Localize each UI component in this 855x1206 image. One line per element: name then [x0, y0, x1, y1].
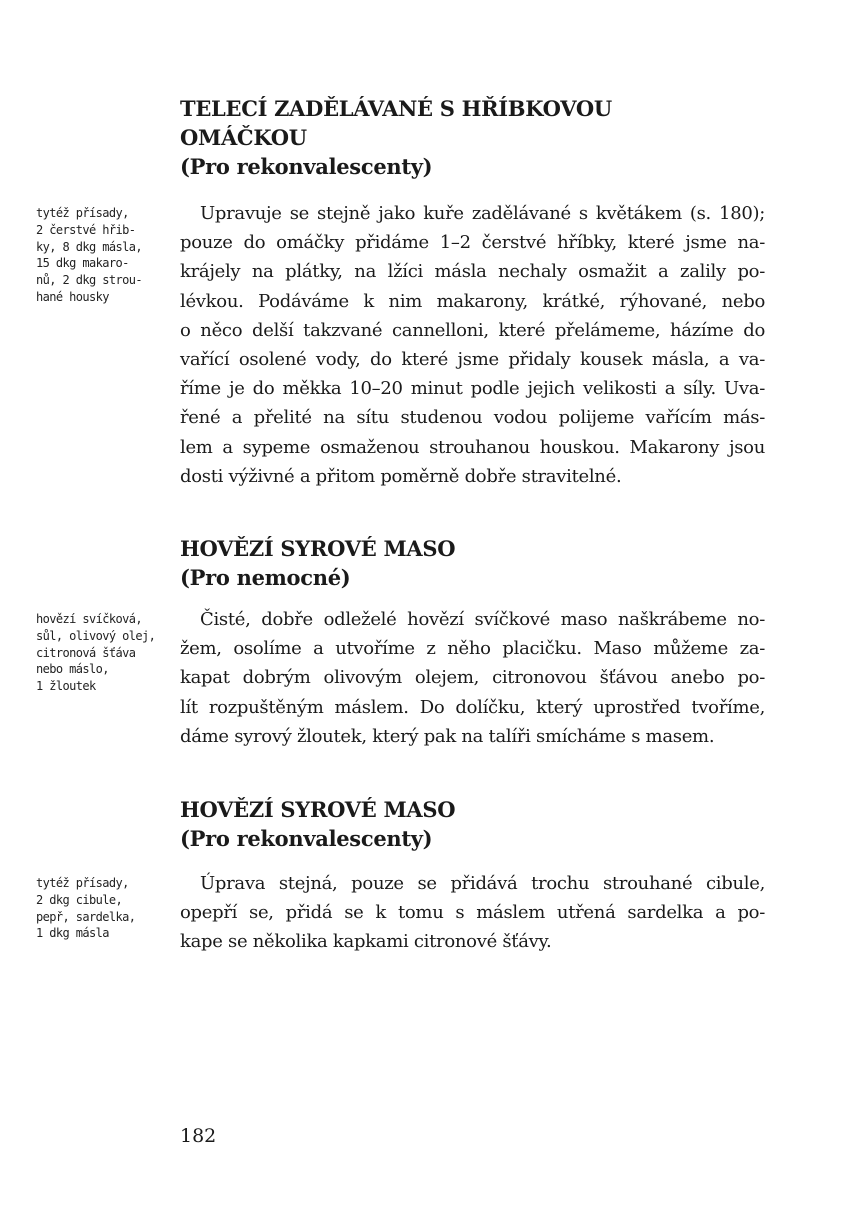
- ingredients-line: hovězí svíčková,: [36, 612, 142, 626]
- body-line: žem, osolíme a utvoříme z něho placičku. Maso můžeme za-: [180, 638, 765, 660]
- ingredients-line: nů, 2 dkg strou-: [36, 273, 142, 288]
- ingredients-line: tytéž přísady,: [36, 876, 129, 890]
- ingredients-line: 1 žloutek: [36, 679, 96, 694]
- recipe-title-line: HOVĚZÍ SYROVÉ MASO: [180, 797, 456, 822]
- body-line: kape se několika kapkami citronové šťávy.: [180, 931, 552, 953]
- ingredients-line: nebo máslo,: [36, 662, 109, 677]
- body-line: opepří se, přidá se k tomu s máslem utřená sardelka a po-: [180, 902, 765, 924]
- body-line: dosti výživné a přitom poměrně dobře stravitelné.: [180, 465, 622, 487]
- ingredients-line: hané housky: [36, 289, 109, 304]
- body-line: lem a sypeme osmaženou strouhanou houskou. Makarony jsou: [180, 436, 765, 458]
- recipe-title: [180, 795, 780, 853]
- ingredients-line: 1 dkg másla: [36, 926, 109, 941]
- ingredients-line: pepř, sardelka,: [36, 909, 136, 924]
- recipe-subtitle: (Pro rekonvalescenty): [180, 154, 433, 179]
- body-line: o něco delší takzvané cannelloni, které přelámeme, házíme do: [180, 319, 765, 341]
- body-line: Čisté, dobře odleželé hovězí svíčkové maso naškrábeme no-: [200, 609, 765, 630]
- page-number: 182: [180, 1125, 217, 1147]
- recipe-title-line: TELECÍ ZADĚLÁVANÉ S HŘÍBKOVOU: [180, 96, 612, 121]
- body-line: pouze do omáčky přidáme 1–2 čerstvé hříbky, které jsme na-: [180, 232, 765, 254]
- ingredients-line: citronová šťáva: [36, 645, 136, 660]
- recipe-body: [180, 605, 765, 751]
- body-line: vařící osolené vody, do které jsme přidaly kousek másla, a va-: [180, 349, 765, 371]
- recipe-subtitle: (Pro rekonvalescenty): [180, 826, 433, 851]
- ingredients-line: sůl, olivový olej,: [36, 628, 156, 643]
- ingredients-line: 2 čerstvé hřib-: [36, 222, 136, 237]
- body-line: dáme syrový žloutek, který pak na talíři smícháme s masem.: [180, 725, 715, 747]
- body-line: řené a přelité na sítu studenou vodou polijeme vařícím más-: [180, 407, 765, 429]
- ingredients-line: 15 dkg makaro-: [36, 256, 129, 271]
- recipe-title: [180, 534, 780, 592]
- body-line: krájely na plátky, na lžíci másla nechaly osmažit a zalily po-: [180, 261, 765, 283]
- ingredients-note: [36, 875, 166, 942]
- recipe-title-line: HOVĚZÍ SYROVÉ MASO: [180, 536, 456, 561]
- ingredients-line: tytéž přísady,: [36, 206, 129, 220]
- recipe-subtitle: (Pro nemocné): [180, 565, 351, 590]
- ingredients-line: ky, 8 dkg másla,: [36, 239, 142, 254]
- ingredients-note: [36, 205, 166, 306]
- body-line: Upravuje se stejně jako kuře zadělávané s květákem (s. 180);: [200, 203, 765, 224]
- body-line: kapat dobrým olivovým olejem, citronovou šťávou anebo po-: [180, 667, 765, 689]
- body-line: říme je do měkka 10–20 minut podle jejich velikosti a síly. Uva-: [180, 378, 765, 400]
- recipe-title-line: OMÁČKOU: [180, 125, 307, 150]
- ingredients-line: 2 dkg cibule,: [36, 892, 123, 907]
- recipe-body: [180, 869, 765, 957]
- body-line: lít rozpuštěným máslem. Do dolíčku, který uprostřed tvoříme,: [180, 696, 765, 718]
- recipe-title: [180, 94, 780, 181]
- body-line: lévkou. Podáváme k nim makarony, krátké, rýhované, nebo: [180, 290, 765, 312]
- body-line: Úprava stejná, pouze se přidává trochu strouhané cibule,: [200, 873, 765, 894]
- recipe-body: [180, 199, 765, 491]
- ingredients-note: [36, 611, 166, 695]
